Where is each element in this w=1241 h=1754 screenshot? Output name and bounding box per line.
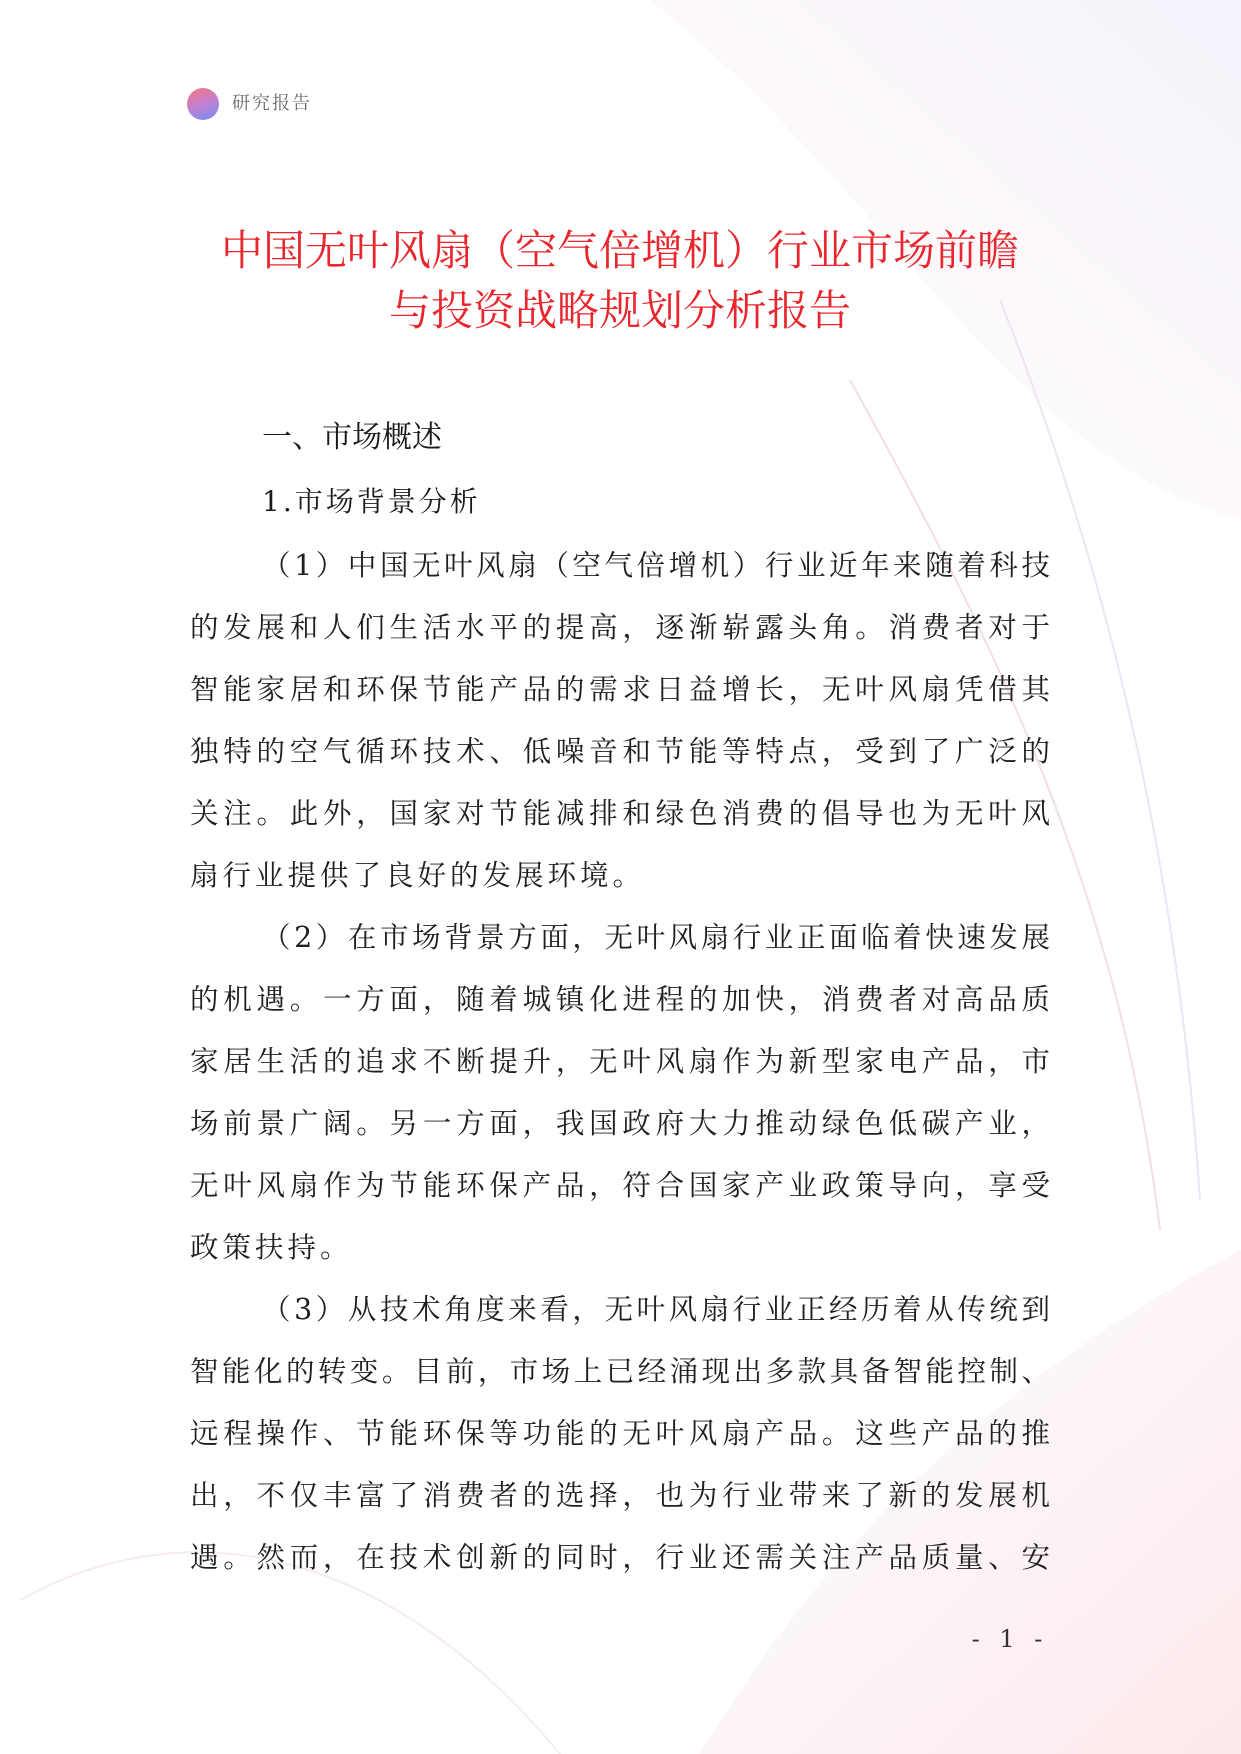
document-title-line-2: 与投资战略规划分析报告 [388, 286, 851, 335]
header-label: 研究报告 [232, 93, 312, 114]
paragraph-1-line-6: 扇行业提供了良好的发展环境。 [190, 859, 646, 892]
logo-icon [187, 88, 219, 120]
paragraph-2-line-1: （2）在市场背景方面，无叶风扇行业正面临着快速发展 [262, 921, 1050, 954]
paragraph-3-line-5: 遇。然而，在技术创新的同时，行业还需关注产品质量、安 [190, 1541, 1050, 1574]
paragraph-3-line-3: 远程操作、节能环保等功能的无叶风扇产品。这些产品的推 [190, 1417, 1050, 1450]
paragraph-1-line-1: （1）中国无叶风扇（空气倍增机）行业近年来随着科技 [262, 549, 1050, 582]
paragraph-1-line-4: 独特的空气循环技术、低噪音和节能等特点，受到了广泛的 [190, 735, 1050, 768]
paragraph-3-line-1: （3）从技术角度来看，无叶风扇行业正经历着从传统到 [262, 1293, 1050, 1326]
paragraph-2-line-4: 场前景广阔。另一方面，我国政府大力推动绿色低碳产业， [190, 1107, 1050, 1140]
paragraph-1-line-3: 智能家居和环保节能产品的需求日益增长，无叶风扇凭借其 [190, 673, 1050, 706]
section-heading: 一、市场概述 [262, 420, 442, 455]
paragraph-2-line-5: 无叶风扇作为节能环保产品，符合国家产业政策导向，享受 [190, 1169, 1050, 1202]
document-title-line-1: 中国无叶风扇（空气倍增机）行业市场前瞻 [220, 226, 1019, 275]
paragraph-3-line-4: 出，不仅丰富了消费者的选择，也为行业带来了新的发展机 [190, 1479, 1050, 1512]
page-number: - 1 - [971, 1625, 1049, 1653]
paragraph-1-line-5: 关注。此外，国家对节能减排和绿色消费的倡导也为无叶风 [190, 797, 1050, 830]
paragraph-2-line-6: 政策扶持。 [190, 1231, 353, 1264]
subsection-heading: 1.市场背景分析 [262, 485, 481, 518]
paragraph-3-line-2: 智能化的转变。目前，市场上已经涌现出多款具备智能控制、 [190, 1355, 1050, 1388]
paragraph-2-line-3: 家居生活的追求不断提升，无叶风扇作为新型家电产品，市 [190, 1045, 1050, 1078]
paragraph-2-line-2: 的机遇。一方面，随着城镇化进程的加快，消费者对高品质 [190, 983, 1050, 1016]
paragraph-1-line-2: 的发展和人们生活水平的提高，逐渐崭露头角。消费者对于 [190, 611, 1050, 644]
